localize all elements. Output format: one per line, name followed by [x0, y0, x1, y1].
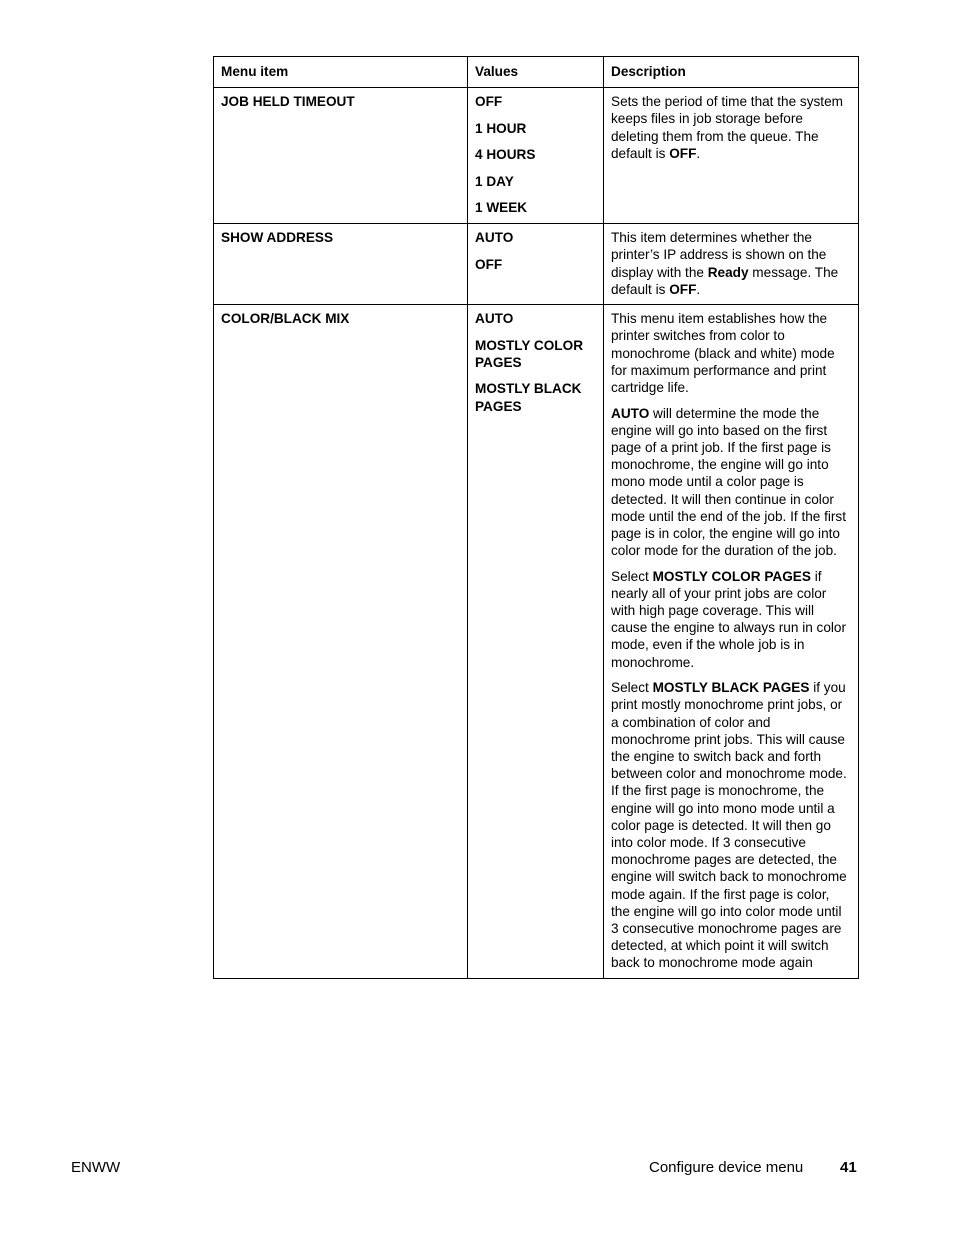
value-option: 1 WEEK [475, 200, 528, 216]
description-paragraph [611, 229, 852, 298]
value-option: AUTO [475, 230, 514, 246]
description-text: . [696, 281, 701, 297]
menu-item-cell [214, 88, 468, 224]
description-text: message. The default is [611, 264, 839, 297]
value-option: AUTO [475, 311, 514, 327]
header-description: Description [604, 57, 859, 88]
table-header-row [214, 57, 859, 88]
description-keyword: OFF [669, 145, 697, 161]
footer-doc-label: ENWW [71, 1159, 121, 1176]
footer-section-title: Configure device menu [649, 1159, 804, 1176]
description-paragraph [611, 93, 852, 162]
values-cell [468, 224, 604, 305]
header-values: Values [468, 57, 604, 88]
header-menu-item: Menu item [214, 57, 468, 88]
table-row [214, 224, 859, 305]
page-number: 41 [840, 1159, 857, 1176]
description-text: This item determines whether the printer’s IP address is shown on the display with the [611, 230, 827, 280]
description-text: Sets the period of time that the system keeps files in job storage before deleting them from the queue. The default is [611, 94, 843, 161]
menu-item-cell [214, 224, 468, 305]
description-text: . [696, 145, 701, 161]
value-option: 1 HOUR [475, 120, 527, 136]
value-option: MOSTLY COLOR PAGES [475, 337, 584, 370]
description-paragraph [611, 679, 852, 971]
description-keyword: AUTO [611, 405, 650, 421]
value-option: 1 DAY [475, 173, 514, 189]
table-row [214, 305, 859, 978]
description-text: if nearly all of your print jobs are color with high page coverage. This will cause the engine to always run in color mode, even if the whole job is in monochrome. [611, 568, 847, 670]
menu-item-cell [214, 305, 468, 978]
description-cell [604, 88, 859, 224]
description-keyword: MOSTLY COLOR PAGES [652, 568, 811, 584]
description-keyword: MOSTLY BLACK PAGES [652, 680, 810, 696]
menu-item-name: COLOR/BLACK MIX [221, 311, 350, 327]
table-row [214, 88, 859, 224]
value-option: OFF [475, 256, 503, 272]
description-text: Select [611, 568, 653, 584]
value-option: MOSTLY BLACK PAGES [475, 381, 582, 414]
description-cell [604, 224, 859, 305]
value-option: 4 HOURS [475, 147, 536, 163]
description-text: will determine the mode the engine will go into based on the first page of a print job. If the first page is monochrome, the engine will go into mono mode until a color page is detected. It will then continue in color mode until the end of the job. If the first page is in color, the engine will go into color mode for the duration of the job. [611, 405, 847, 559]
description-cell [604, 305, 859, 978]
menu-item-name: JOB HELD TIMEOUT [221, 94, 355, 110]
description-text: if you print mostly monochrome print jobs, or a combination of color and monochrome print jobs. This will cause the engine to switch back and forth between color and monochrome mode. If the first page is monochrome, the engine will go into mono mode until a color page is detected. It will then go into color mode. If 3 consecutive monochrome pages are detected, the engine will switch back to monochrome mode again. If the first page is color, the engine will go into color mode until 3 consecutive monochrome pages are detected, at which point it will switch back to monochrome mode again [611, 680, 847, 971]
description-keyword: Ready [707, 264, 749, 280]
menu-item-name: SHOW ADDRESS [221, 230, 334, 246]
description-text: Select [611, 680, 653, 696]
menu-table [213, 56, 859, 979]
description-keyword: OFF [669, 281, 697, 297]
values-cell [468, 88, 604, 224]
value-option: OFF [475, 94, 503, 110]
values-cell [468, 305, 604, 978]
description-paragraph: This menu item establishes how the printer switches from color to monochrome (black and white) mode for maximum performance and print cartridge life. [611, 311, 835, 396]
description-paragraph [611, 568, 852, 671]
description-paragraph [611, 405, 852, 560]
